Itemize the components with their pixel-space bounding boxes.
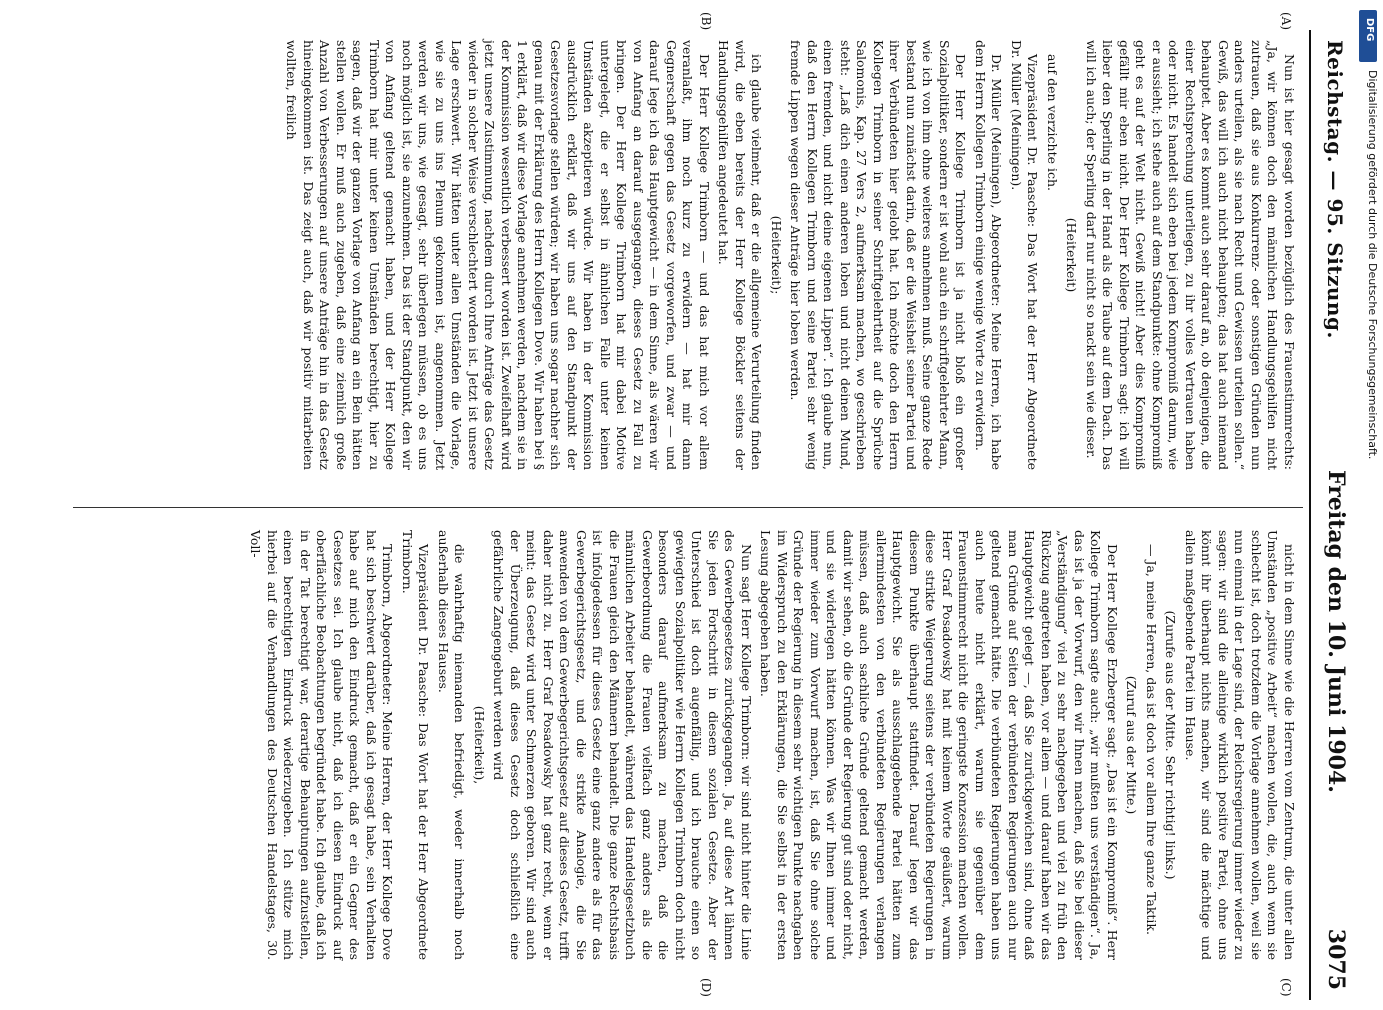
paragraph: nicht in dem Sinne wie die Herren vom Zentrum, die unter allen Umständen „positive Arbeit“ machen wollen, die, auch wenn sie schlecht ist, doch trotzdem die Vorlage annehmen wollen, weil sie nun einmal in der Lage sind, der Reichsregierung immer wieder zu sagen: wir sind die alleinige wirklich positive Partei, ohne uns könnt ihr überhaupt nichts machen, wir sind die mächtige und allein maßgebende Partei im Hause. [1183,530,1297,960]
paragraph: Der Herr Kollege Erzberger sagt: „Das ist ein Kompromiß“. Herr Kollege Trimborn sagte auch: „wir mußten uns verständigen“. Ja, das ist ja der Vorwurf, den wir Ihnen machen, daß Sie bei dieser „Verständigung“ viel zu sehr nachgegeben und viel zu früh den Rückzug angetreten haben, vor allem — und darauf haben wir das Hauptgewicht gelegt —, daß Sie zurückgewichen sind, ohne daß man Gründe auf Seiten der verbündeten Regierungen auch nur geltend gemacht hätte. Die verbündeten Regierungen haben uns auch heute nicht erklärt, warum sie gegenüber dem Frauenstimmrecht nicht die geringste Konzession machen wollen. Herr Graf Posadowsky hat mit keinem Worte geäußert, warum diese strikte Weigerung seitens der verbündeten Regierungen in diesem Punkte überhaupt stattfindet. Darauf legen wir das Hauptgewicht. Sie als ausschlaggebende Partei hätten zum allermindesten von den verbündeten Regierungen verlangen müssen, daß auch sachliche Gründe geltend gemacht werden, damit wir sehen, ob die Gründe der Regierung gut sind oder nicht, und sie widerlegen hätten können. Was wir Ihnen immer und immer wieder zum Vorwurf machen, ist, daß Sie ohne solche Gründe der Regierung in diesem sehr wichtigen Punkte nachgaben im Widerspruch zu den Erklärungen, die Sie selbst in der ersten Lesung abgegeben haben. [758,530,1120,960]
speaker-announcement: Vizepräsident Dr. Paasche: Das Wort hat der Herr Abgeordnete Dr. Müller (Meiningen). [1009,40,1041,470]
paragraph: Dr. Müller (Meiningen), Abgeordneter: Meine Herren, ich habe dem Herrn Kollegen Trimborn einige wenige Worte zu erwidern. [973,40,1005,470]
paragraph: Trimborn, Abgeordneter: Meine Herren, der Herr Kollege Dove hat sich beschwert darüber, daß ich gesagt habe, sein Verhalten habe auf mich den Eindruck gemacht, daß er ein Gegner des Gesetzes sei. Ich glaube nicht, daß ich diesen Eindruck auf oberflächliche Beobachtungen begründet habe. Ich glaube, daß ich in der Tat berechtigt war, derartige Behauptungen aufzustellen, einen berechtigten Eindruck wiederzugeben. Ich stütze mich hierbei auf die Verhandlungen des Deutschen Handelstages, 30. Voll- [248,530,396,960]
interjection: (Zurufe aus der Mitte. Sehr richtig! links.) [1163,610,1179,880]
right-text-column [244,530,1297,960]
page-number: 3075 [1323,928,1349,990]
session-title: Reichstag. — 95. Sitzung. [1323,40,1347,339]
margin-marker-b: (B) [699,12,713,31]
paragraph: — Ja, meine Herren, das ist doch vor allem Ihre ganze Taktik. [1144,544,1159,935]
paragraph: Der Herr Kollege Trimborn ist ja nicht bloß ein großer Sozialpolitiker, sondern er ist wohl auch ein schriftgelehrter Mann, wie ich von ihm ohne weiteres annehmen muß. Seine ganze Rede bestand nun zunächst darin, daß er die Weisheit seiner Partei und ihrer Verbündeten hier gelobt hat. Ich möchte doch den Herrn Kollegen Trimborn in seiner Schriftgelehrtheit auf die Sprüche Salomonis, Kap. 27 Vers 2, aufmerksam machen, wo geschrieben steht: „Laß dich einen anderen loben und nicht deinen Mund, einen fremden, und nicht deine eigenen Lippen“. Ich glaube nun, daß den Herrn Kollegen Trimborn und seine Partei sehr wenig fremde Lippen wegen dieser Anträge hier loben werden. [788,40,969,470]
paragraph: die wahrhaftig niemanden befriedigt, weder innerhalb noch außerhalb dieses Hauses. [436,530,468,960]
dfg-logo-text: DFG [1364,18,1375,42]
paragraph: Nun sagt Herr Kollege Trimborn: wir sind nicht hinter die Linie des Gewerbegesetzes zurückgegangen. Ja, auf diese Art lähmen Sie jeden Fortschritt in diesem sozialen Gesetze. Aber der Unterschied ist doch augenfällig, und ich brauche einen so gewiegten Sozialpolitiker wie Herrn Kollegen Trimborn doch nicht besonders darauf aufmerksam zu machen, daß die Gewerbeordnung die Frauen vielfach ganz anders als die männlichen Arbeiter behandelt, während das Handelsgesetzbuch die Frauen gleich den Männern behandelt. Die ganze Rechtsbasis ist infolgedessen für dieses Gesetz eine ganz andere als für das Gewerbegerichtsgesetz, und die strikte Analogie, die Sie anwenden von dem Gewerbegerichtsgesetz auf dieses Gesetz, trifft daher nicht zu. Herr Graf Posadowsky hat ganz recht, wenn er meint: das Gesetz wird unter Schmerzen geboren. Wir sind auch der Überzeugung, daß dieses Gesetz doch schließlich eine gefährliche Zangengeburt werden wird [491,530,754,960]
interjection: (Heiterkeit) [1064,217,1080,293]
margin-marker-c: (C) [1279,978,1293,997]
date-heading: Freitag den 10. Juni 1904. [1323,470,1349,793]
dfg-logo [1359,10,1377,62]
interjection: (Heiterkeit); [769,215,784,295]
speaker-announcement: Vizepräsident Dr. Paasche: Das Wort hat der Herr Abgeordnete Trimborn. [400,530,432,960]
interjection: (Zuruf aus der Mitte.) [1124,675,1140,815]
left-text-column [280,40,1297,470]
column-divider [73,507,1303,508]
margin-marker-d: (D) [699,978,713,997]
paragraph: auf den verzichte ich. [1045,54,1060,192]
paragraph: Nun ist hier gesagt worden bezüglich des Frauenstimmrechts: „Ja, wir können doch den männlichen Handlungsgehilfen nicht zutrauen, daß sie aus Konkurrenz- oder sonstigen Gründen nun anders urteilen, als sie nach Recht und Gewissen urteilen sollen.“ Gewiß, das will ich auch nicht behaupten; das hat auch niemand behauptet. Aber es kommt auch sehr darauf an, ob denjenigen, die einer Rechtsprechung unterliegen, zu ihr volles Vertrauen haben oder nicht. Es handelt sich eben bei jedem Kompromiß darum, wie er aussieht; ich stehe auch auf dem Standpunkte: ohne Kompromiß geht es auf der Welt nicht. Gewiß nicht! Aber dies Kompromiß gefällt mir eben nicht. Der Herr Kollege Trimborn sagt: ich will lieber den Sperling in der Hand als die Taube auf dem Dach. Das will ich auch; der Sperling darf nur nicht so nackt sein wie dieser. [1084,40,1297,470]
digitization-sidebar [1357,10,1381,990]
interjection: (Heiterkeit), [472,705,487,785]
paragraph: Der Herr Kollege Trimborn — und das hat mich vor allem veranlaßt, ihm noch kurz zu erwidern — hat mir dann Gegnerschaft gegen das Gesetz vorgeworfen, und zwar — und darauf lege ich das Hauptgewicht — in dem Sinne, als wären wir von Anfang an darauf ausgegangen, dieses Gesetz zu Fall zu bringen. Der Herr Kollege Trimborn hat mir dabei Motive untergelegt, die er selbst in ähnlichen Falle unter keinen Umständen akzeptieren würde. Wir haben in der Kommission ausdrücklich erklärt, daß wir uns auf den Standpunkt der Gesetzesvorlage stellen würden; wir haben uns sogar nachher sich genau mit der Erklärung des Herrn Kollegen Dove. Wir haben bei § 1 erklärt, daß wir diese Vorlage annehmen werden, nachdem sie in der Kommission wesentlich verbessert worden ist. Zweifelhaft wird jetzt unsere Zustimmung, nachdem durch Ihre Anträge das Gesetz wieder in solcher Weise verschlechtert worden ist. Jetzt ist unsere Lage erschwert. Wir hätten unter allen Umständen die Vorlage, wie sie zu uns ins Plenum gekommen ist, angenommen. Jetzt werden wir uns, wie gesagt, sehr überlegen müssen, ob es uns noch möglich ist, sie anzunehmen. Das ist der Standpunkt, den wir von Anfang geltend gemacht haben, und der Herr Kollege Trimborn hat mir unter keinen Umständen berechtigt, hier zu sagen, daß wir der ganzen Vorlage von Anfang an ein Bein hätten stellen wollen. Er muß auch zugeben, daß eine ziemlich große Anzahl von Verbesserungen auf unsere Anträge hin in das Gesetz hineingekommen ist. Das zeigt auch, daß wir positiv mitarbeiten wollten, freilich [284,40,712,470]
dfg-credit-text: Digitalisierung gefördert durch die Deutsche Forschungsgemeinschaft. [1366,70,1379,460]
header-rule [1309,30,1311,1000]
margin-marker-a: (A) [1279,12,1293,31]
document-page [53,10,1353,1010]
page-header [1309,10,1353,1010]
paragraph: ich glaube vielmehr, daß er die allgemeine Verurteilung finden wird, die eben bereits der Herr Kollege Böckler seitens der Handlungsgehilfen angedeutet hat. [716,40,765,470]
